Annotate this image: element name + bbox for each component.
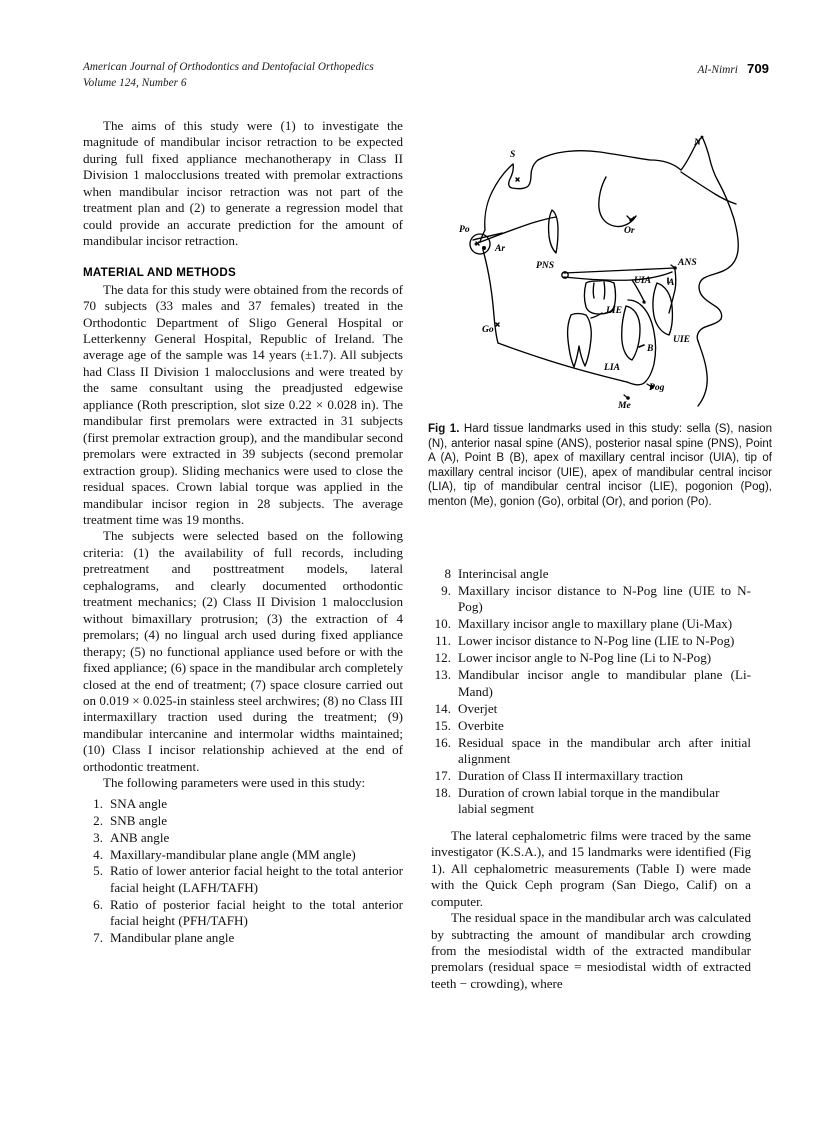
list-item-label: Ratio of lower anterior facial height to the total anterior facial height (LAFH/TAFH) — [110, 863, 403, 895]
list-item-number: 5. — [93, 863, 103, 879]
list-item — [431, 735, 751, 768]
paragraph-aims: The aims of this study were (1) to investigate the magnitude of mandibular incisor retraction to be expected during full fixed appliance mechanotherapy in Class II Division 1 malocclusions treated with premolar extractions when mandibular incisor retraction was not part of the treatment plan and (2) to generate a regression model that could provide an accurate prediction for the amount of mandibular incisor retraction. — [83, 118, 403, 249]
right-column — [431, 562, 751, 992]
list-item-number: 9. — [441, 582, 451, 598]
list-item-number: 4. — [93, 846, 103, 862]
list-item — [431, 768, 751, 784]
list-item — [83, 796, 403, 812]
figure-1 — [428, 120, 772, 509]
cephalometric-tracing-image — [428, 120, 772, 416]
list-item — [83, 813, 403, 829]
list-item-number: 12. — [434, 650, 451, 666]
list-item-label: ANB angle — [110, 829, 170, 845]
list-item-number: 18. — [434, 784, 451, 800]
list-item-label: SNA angle — [110, 795, 168, 811]
list-item-number: 13. — [434, 667, 451, 683]
paragraph-data-sample: The data for this study were obtained from the records of 70 subjects (33 males and 37 females) treated in the Orthodontic Department of Sligo General Hospital or Letterkenny General Hospital, Republic of Ireland. The average age of the sample was 14 years (±1.7). All subjects had Class II Division 1 malocclusions and were treated by the same consultant using the preadjusted edgewise appliance (Roth prescription, slot size 0.22 × 0.028 in). The mandibular first premolars were extracted in 31 subjects (first premolar extraction group), and the mandibular second premolars were extracted in 39 subjects (second premolar extraction group). Sliding mechanics were used to close the residual spaces. Crown labial torque was applied in the mandibular incisor region in 28 subjects. The average treatment time was 19 months. — [83, 281, 403, 527]
landmark-label-LIA: LIA — [604, 362, 620, 373]
landmark-label-UIE: UIE — [673, 334, 691, 345]
list-item-label: Mandibular plane angle — [110, 930, 235, 946]
list-item-number: 1. — [93, 795, 103, 811]
section-heading-material-and-methods: MATERIAL AND METHODS — [83, 265, 236, 279]
list-item-number: 15. — [434, 717, 451, 733]
list-item-label: Overbite — [458, 717, 504, 733]
left-column — [83, 118, 403, 947]
landmark-label-LIE: LIE — [606, 305, 622, 316]
figure-caption-text: Hard tissue landmarks used in this study: sella (S), nasion (N), anterior nasal spine (ANS), posterior nasal spine (PNS), Point A (A), Point B (B), apex of maxillary central incisor (UIA), tip of maxillary central incisor (UIE), apex of mandibular central incisor (LIA), tip of mandibular central incisor (LIE), pogonion (Pog), menton (Me), gonion (Go), orbital (Or), and porion (Po). — [428, 423, 772, 508]
journal-volume: Volume 124, Number 6 — [83, 76, 187, 89]
list-item-label: Ratio of posterior facial height to the total anterior facial height (PFH/TAFH) — [110, 896, 403, 929]
list-item — [431, 718, 751, 734]
list-item-number: 6. — [93, 896, 103, 912]
list-item-number: 14. — [434, 700, 451, 716]
list-item — [83, 863, 403, 896]
list-item-label: Lower incisor distance to N-Pog line (LIE to N-Pog) — [458, 633, 735, 649]
list-item-label: Duration of Class II intermaxillary traction — [458, 767, 684, 783]
landmark-label-Or: Or — [624, 225, 635, 236]
list-item-label: Maxillary-mandibular plane angle (MM angle) — [110, 846, 356, 862]
paragraph-parameters-intro: The following parameters were used in this study: — [103, 775, 366, 791]
list-item-number: 16. — [434, 734, 451, 750]
list-item-label: Maxillary incisor distance to N-Pog line (UIE to N-Pog) — [458, 582, 751, 615]
figure-caption-label: Fig 1. — [428, 423, 460, 435]
list-item — [431, 650, 751, 666]
list-item — [83, 847, 403, 863]
list-item-label: SNB angle — [110, 812, 168, 828]
list-item-label: Overjet — [458, 700, 498, 716]
figure-caption — [428, 422, 772, 509]
list-item-number: 10. — [434, 616, 451, 632]
list-item — [431, 616, 751, 632]
list-item-number: 8 — [444, 566, 451, 581]
paragraph-selection-criteria: The subjects were selected based on the following criteria: (1) the availability of full records, including pretreatment and posttreatment models, lateral cephalograms, and clearly documented orthodontic treatment mechanics; (2) Class II Division 1 malocclusion without bimaxillary protrusion; (3) the extraction of 4 premolars; (4) no lingual arch used during fixed appliance therapy; (5) no functional appliance used before or with the fixed appliance; (6) space in the mandibular arch completely closed at the end of treatment; (7) space closure carried out on 0.019 × 0.025-in stainless steel archwires; (8) no Class III intermaxillary traction used during the treatment; (9) mandibular intercanine and intermolar widths maintained; (10) Class I incisor relationship achieved at the end of orthodontic treatment. — [83, 528, 403, 774]
list-item — [431, 667, 751, 700]
list-item — [83, 930, 403, 946]
journal-title: American Journal of Orthodontics and Dentofacial Orthopedics — [83, 61, 374, 73]
list-item-number: 3. — [93, 829, 103, 845]
list-item-label: Interincisal angle — [458, 566, 549, 581]
landmark-label-Ar: Ar — [495, 243, 506, 254]
landmark-label-B: B — [647, 343, 654, 354]
list-item-label: Lower incisor angle to N-Pog line (Li to N-Pog) — [458, 650, 712, 666]
landmark-label-UIA: UIA — [634, 275, 652, 286]
paragraph-tracing-method: The lateral cephalometric films were traced by the same investigator (K.S.A.), and 15 landmarks were identified (Fig 1). All cephalometric measurements (Table I) were made with the Quick Ceph program (San Diego, Calif) on a computer. — [431, 827, 751, 909]
landmark-label-Go: Go — [482, 324, 494, 335]
list-item — [83, 830, 403, 846]
list-item — [431, 566, 751, 582]
landmark-label-Pog: Pog — [649, 382, 665, 393]
landmark-label-S: S — [510, 149, 516, 160]
list-item-label: Duration of crown labial torque in the mandibular labial segment — [458, 784, 720, 817]
running-head — [83, 60, 769, 94]
list-item — [431, 701, 751, 717]
running-head-right — [697, 60, 769, 78]
parameter-list-left — [83, 796, 403, 947]
list-item — [83, 897, 403, 930]
list-item-number: 17. — [434, 767, 451, 783]
landmark-label-Po: Po — [459, 224, 470, 235]
list-item — [431, 633, 751, 649]
list-item-number: 11. — [435, 633, 451, 649]
landmark-label-N: N — [694, 137, 701, 148]
page-number: 709 — [746, 61, 769, 76]
paragraph-residual-space: The residual space in the mandibular arch was calculated by subtracting the amount of mandibular arch crowding from the mesiodistal width of the extracted mandibular premolars (residual space = mesiodistal width of extracted teeth − crowding), where — [431, 910, 751, 991]
landmark-label-Me: Me — [618, 400, 631, 411]
landmark-label-ANS: ANS — [678, 257, 697, 268]
landmark-label-A: A — [668, 277, 675, 288]
list-item-number: 7. — [93, 930, 103, 946]
parameter-list-right — [431, 566, 751, 818]
landmark-label-PNS: PNS — [536, 260, 555, 271]
list-item-number: 2. — [93, 812, 103, 828]
running-head-journal — [83, 60, 374, 91]
list-item-label: Maxillary incisor angle to maxillary plane (Ui-Max) — [458, 616, 733, 632]
author-name: Al-Nimri — [697, 64, 738, 76]
list-item — [431, 583, 751, 616]
list-item — [431, 785, 751, 818]
list-item-label: Residual space in the mandibular arch after initial alignment — [458, 734, 751, 766]
list-item-label: Mandibular incisor angle to mandibular plane (Li-Mand) — [458, 667, 751, 699]
